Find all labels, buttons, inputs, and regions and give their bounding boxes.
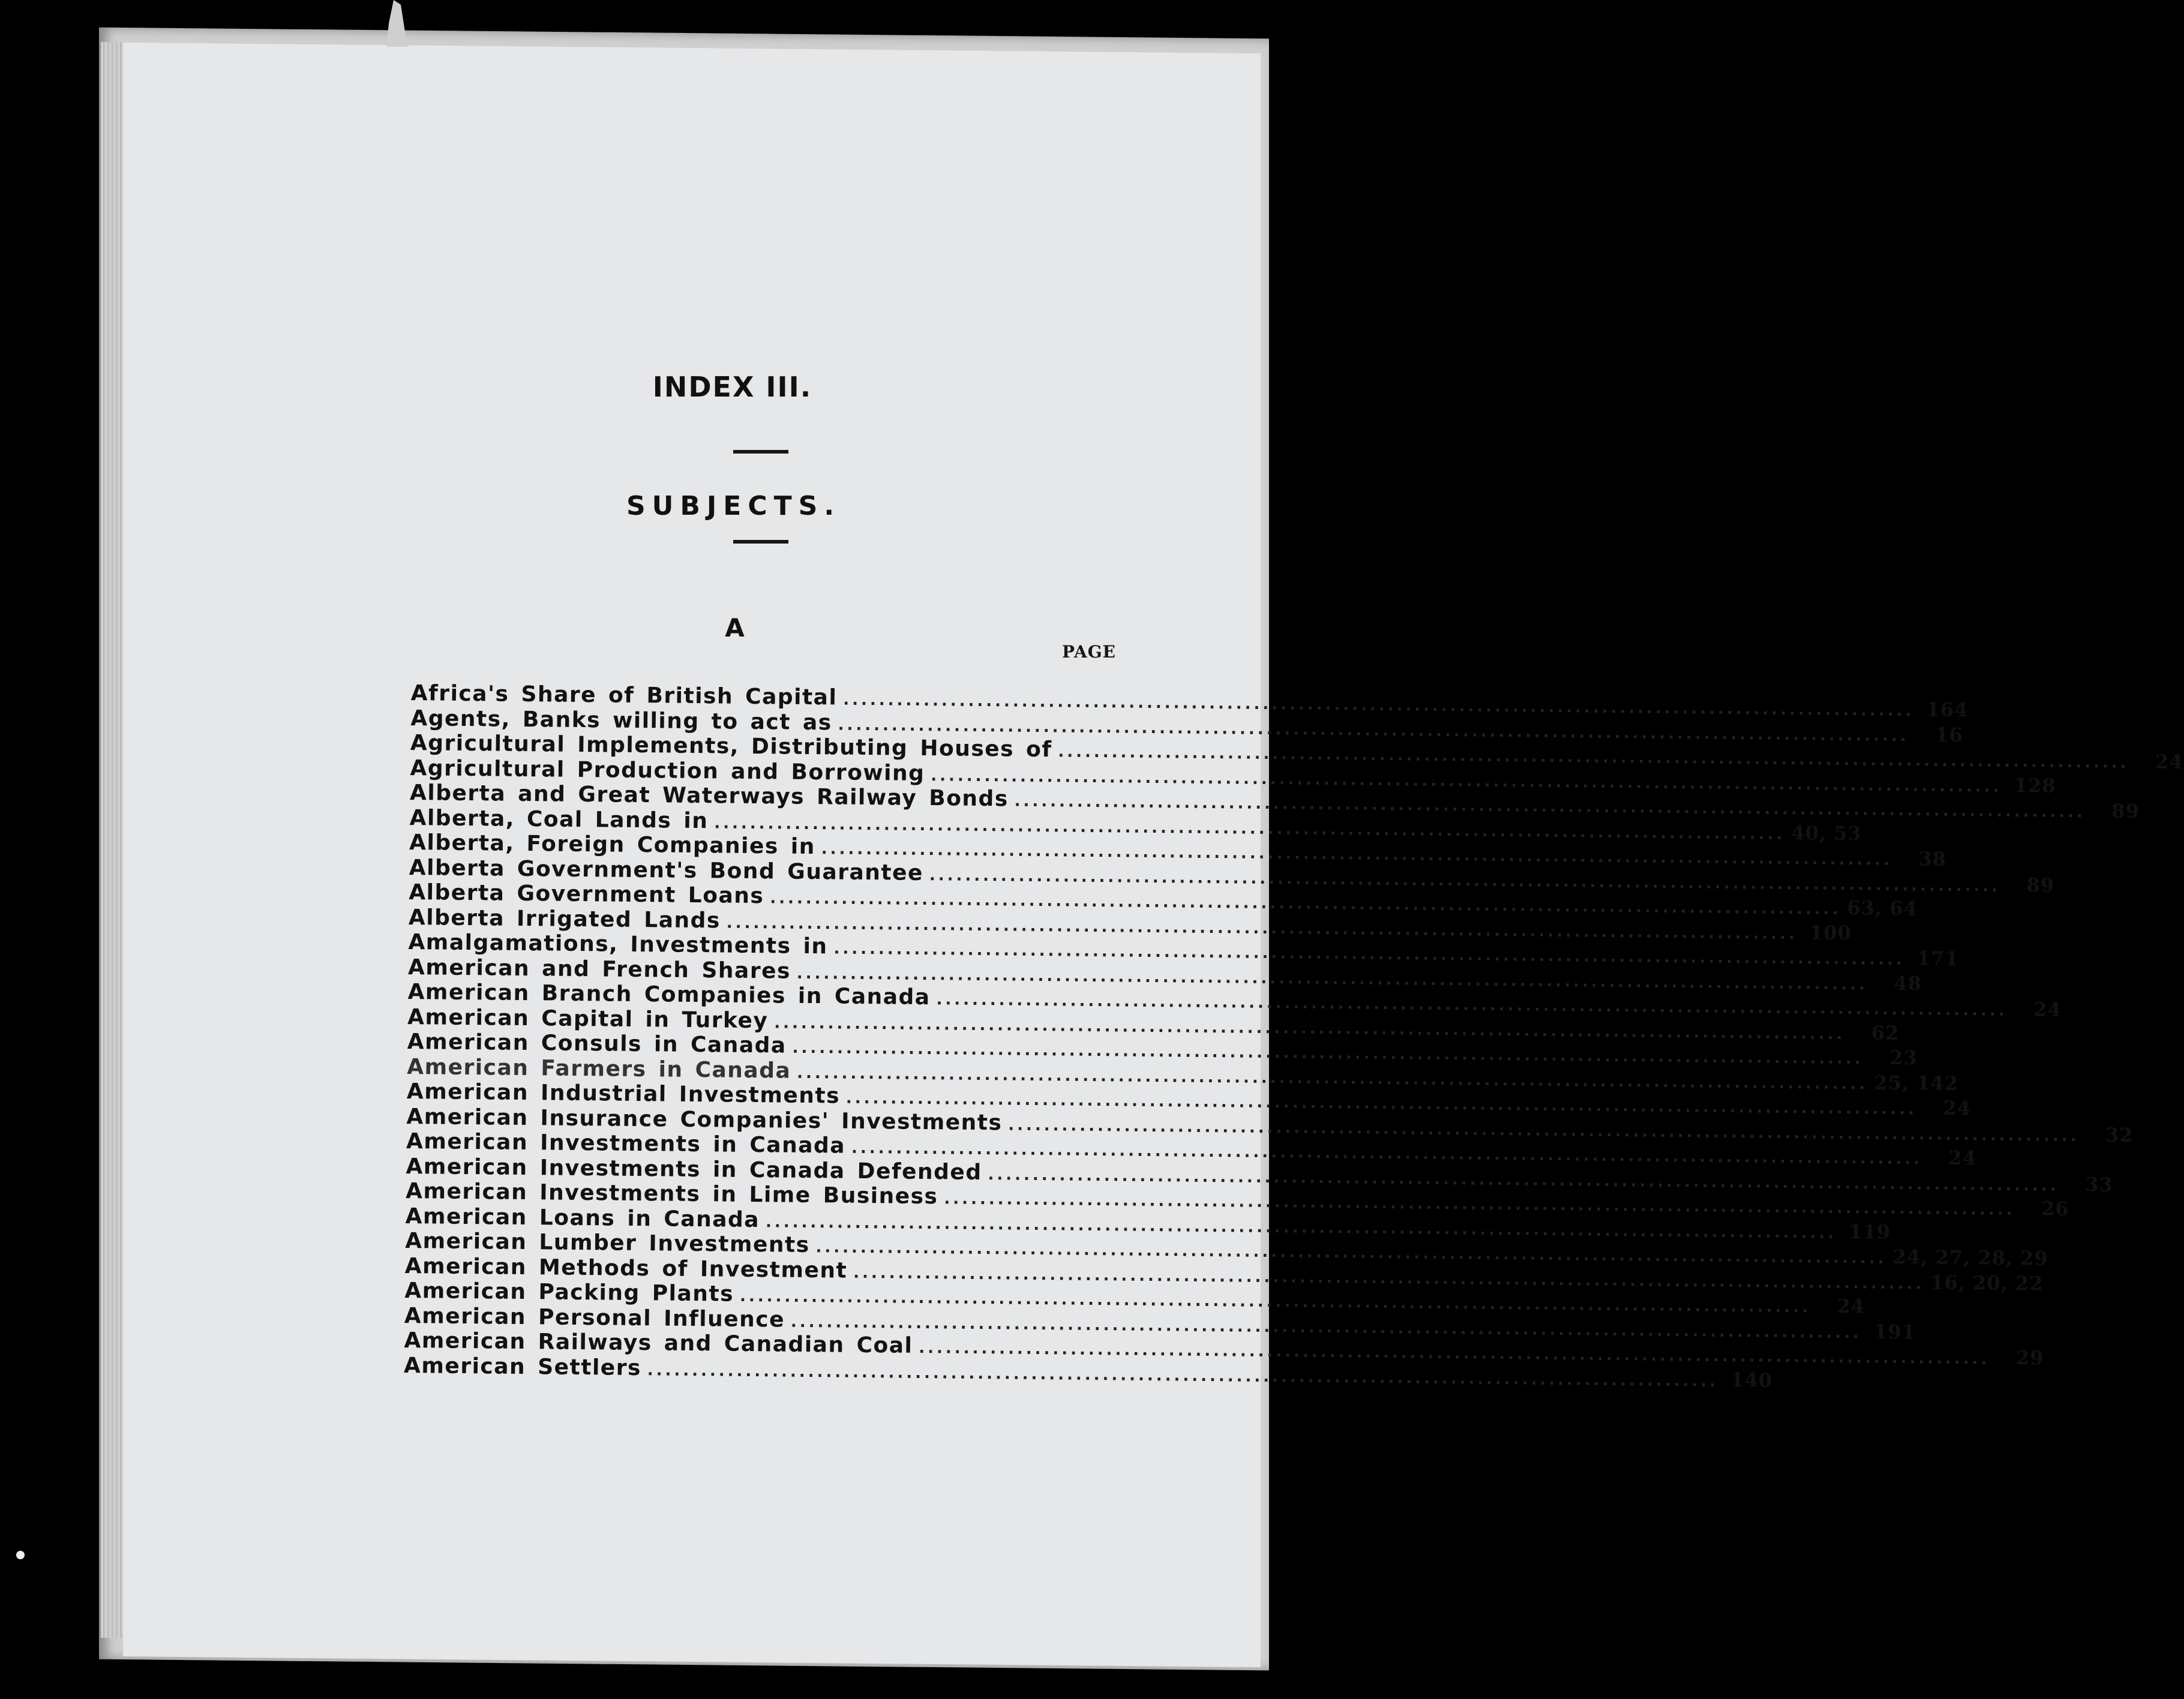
index-entry-subject: Alberta, Foreign Companies in: [409, 830, 816, 860]
dot-leader: ........................................................................................................................: [774, 1013, 1846, 1043]
index-entry-pages: 24: [1837, 1294, 1865, 1318]
dot-leader: ........................................................................................................................: [853, 1263, 1925, 1293]
index-entry-pages: 191: [1874, 1320, 1916, 1343]
dot-leader: ........................................................................................................................: [821, 840, 1893, 869]
index-entry-subject: Agents, Banks willing to act as: [410, 706, 832, 735]
index-entry-subject: American Industrial Investments: [406, 1079, 841, 1109]
index-entry-pages: 25, 142: [1874, 1071, 1959, 1095]
dot-leader: ........................................................................................................................: [833, 939, 1905, 969]
index-entry-pages: 40, 53: [1791, 821, 1862, 845]
dot-leader: ........................................................................................................................: [714, 814, 1786, 844]
dot-leader: ........................................................................................................................: [739, 1287, 1811, 1317]
title-rule-bottom: [733, 540, 788, 544]
dot-leader: ........................................................................................................................: [936, 990, 2008, 1020]
dot-leader: ........................................................................................................................: [843, 691, 1915, 721]
index-entry-list: [403, 681, 2183, 1392]
index-entry-subject: American Railways and Canadian Coal: [404, 1328, 913, 1358]
index-entry-pages: 119: [1849, 1220, 1891, 1244]
dot-leader: ........................................................................................................................: [815, 1238, 1887, 1268]
index-title: INDEX III.: [652, 371, 812, 403]
index-entry-subject: American Investments in Lime Business: [405, 1178, 938, 1209]
index-entry-pages: 24: [2155, 750, 2183, 773]
dot-leader: ........................................................................................................................: [726, 914, 1798, 943]
dot-leader: ........................................................................................................................: [790, 1313, 1862, 1342]
page-column-label: PAGE: [1062, 642, 1116, 662]
index-entry-subject: Agricultural Implements, Distributing Houses of: [410, 730, 1052, 763]
index-entry-subject: American Personal Influence: [404, 1303, 785, 1332]
dot-leader: ........................................................................................................................: [919, 1338, 1990, 1368]
section-title: SUBJECTS.: [626, 491, 841, 521]
index-entry-pages: 128: [2014, 773, 2056, 797]
dot-leader: ........................................................................................................................: [765, 1212, 1837, 1242]
index-entry-pages: 164: [1926, 698, 1969, 722]
index-entry-subject: Agricultural Production and Borrowing: [410, 755, 925, 786]
index-entry-pages: 16, 20, 22: [1930, 1271, 2044, 1295]
index-entry-subject: American Insurance Companies' Investments: [406, 1104, 1003, 1135]
index-entry-pages: 48: [1894, 971, 1922, 995]
index-entry-subject: American Settlers: [403, 1353, 642, 1380]
index-entry-subject: American Lumber Investments: [405, 1228, 810, 1258]
dot-leader: ........................................................................................................................: [944, 1190, 2015, 1220]
index-entry-subject: American Branch Companies in Canada: [407, 979, 931, 1010]
dot-leader: ........................................................................................................................: [988, 1165, 2059, 1195]
index-entry-subject: American Investments in Canada: [406, 1128, 846, 1158]
index-entry-pages: 16: [1935, 723, 1964, 746]
dot-leader: ........................................................................................................................: [770, 889, 1841, 918]
dot-leader: ........................................................................................................................: [647, 1361, 1719, 1391]
index-entry-pages: 89: [2026, 873, 2055, 897]
index-entry-subject: American and French Shares: [407, 954, 791, 984]
torn-paper-fragment: [384, 0, 408, 47]
index-entry-pages: 24: [1943, 1096, 1972, 1120]
dot-leader: ........................................................................................................................: [931, 766, 2002, 796]
index-entry-subject: American Consuls in Canada: [407, 1029, 787, 1058]
index-entry-pages: 89: [2111, 799, 2140, 823]
dot-leader: ........................................................................................................................: [851, 1139, 1923, 1169]
index-entry-pages: 24, 27, 28, 29: [1892, 1245, 2048, 1270]
index-entry-pages: 62: [1871, 1021, 1900, 1044]
index-entry-pages: 100: [1809, 920, 1852, 944]
index-entry-subject: Alberta Irrigated Lands: [408, 905, 721, 933]
index-entry-pages: 23: [1889, 1046, 1918, 1070]
letter-heading: A: [725, 613, 745, 643]
index-entry-pages: 33: [2085, 1172, 2113, 1196]
index-entry-subject: Alberta, Coal Lands in: [409, 805, 709, 833]
index-entry-subject: American Methods of Investment: [404, 1253, 848, 1283]
index-entry-pages: 63, 64: [1847, 896, 1918, 920]
scan-artifact-dot: [16, 1551, 25, 1559]
index-entry-subject: American Capital in Turkey: [407, 1004, 769, 1033]
index-entry-subject: Africa's Share of British Capital: [410, 681, 838, 710]
dot-leader: ........................................................................................................................: [838, 715, 1909, 745]
dot-leader: ........................................................................................................................: [1058, 743, 2129, 772]
index-entry-subject: American Packing Plants: [404, 1278, 734, 1307]
dot-leader: ........................................................................................................................: [797, 1064, 1868, 1093]
index-entry-pages: 140: [1730, 1368, 1773, 1392]
index-entry-subject: American Investments in Canada Defended: [406, 1154, 982, 1185]
index-entry-subject: Alberta Government's Bond Guarantee: [409, 855, 924, 885]
index-entry-pages: 24: [2033, 998, 2062, 1021]
dot-leader: ........................................................................................................................: [929, 866, 2001, 896]
index-entry-pages: 26: [2041, 1197, 2069, 1220]
dot-leader: ........................................................................................................................: [845, 1089, 1918, 1119]
index-entry-pages: 32: [2105, 1123, 2134, 1146]
dot-leader: ........................................................................................................................: [1014, 792, 2086, 822]
index-entry-subject: Alberta and Great Waterways Railway Bonds: [409, 780, 1009, 812]
index-entry-pages: 29: [2015, 1346, 2044, 1370]
dot-leader: ........................................................................................................................: [796, 964, 1868, 993]
page-stack-lines: [101, 42, 122, 1638]
index-entry-subject: American Loans in Canada: [405, 1203, 760, 1232]
index-entry-pages: 24: [1948, 1146, 1977, 1170]
index-entry-subject: Amalgamations, Investments in: [408, 929, 828, 959]
index-entry-subject: American Farmers in Canada: [407, 1054, 791, 1083]
index-entry-pages: 171: [1916, 947, 1959, 971]
dot-leader: ........................................................................................................................: [1008, 1115, 2080, 1145]
index-entry-pages: 38: [1918, 847, 1947, 870]
index-entry-subject: Alberta Government Loans: [409, 879, 764, 909]
dot-leader: ........................................................................................................................: [792, 1038, 1864, 1068]
title-rule-top: [733, 450, 788, 454]
